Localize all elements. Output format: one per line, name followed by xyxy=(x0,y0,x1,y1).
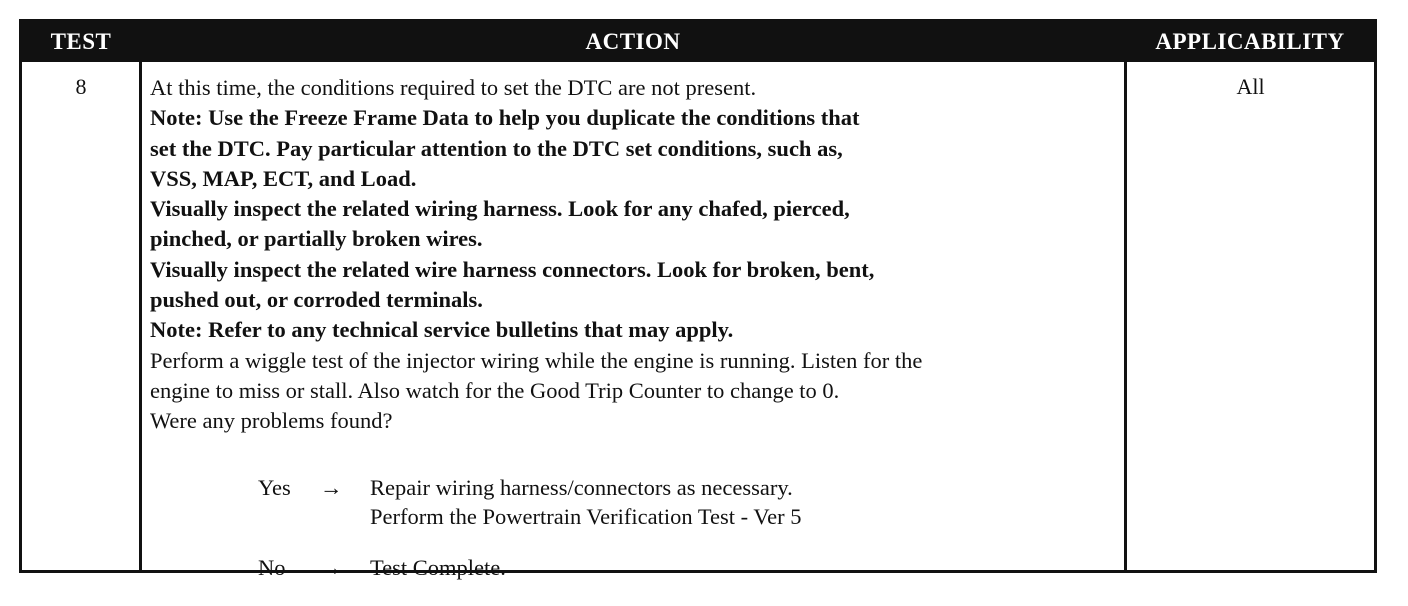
action-line: Perform a wiggle test of the injector wiring while the engine is running. Listen for the xyxy=(150,347,923,373)
action-line: At this time, the conditions required to set the DTC are not present. xyxy=(150,75,757,100)
action-line-bold: Note: Use the Freeze Frame Data to help you duplicate the conditions that xyxy=(150,105,860,131)
no-action: Test Complete. xyxy=(370,555,506,580)
header-action: ACTION xyxy=(585,29,681,54)
action-line-bold: Visually inspect the related wiring harness. Look for any chafed, pierced, xyxy=(150,196,850,222)
header-test: TEST xyxy=(50,29,112,54)
action-line-bold: pinched, or partially broken wires. xyxy=(150,226,483,252)
arrow-right-icon: → xyxy=(320,555,343,580)
column-divider xyxy=(1124,62,1127,570)
header-applicability: APPLICABILITY xyxy=(1155,29,1345,54)
table-header xyxy=(22,22,1374,62)
yes-label: Yes xyxy=(258,475,291,500)
action-line-bold: Visually inspect the related wire harness connectors. Look for broken, bent, xyxy=(150,256,875,282)
action-line-bold: set the DTC. Pay particular attention to the DTC set conditions, such as, xyxy=(150,135,843,161)
no-label: No xyxy=(258,555,286,580)
action-cell xyxy=(150,73,1122,580)
yes-action: Perform the Powertrain Verification Test - Ver 5 xyxy=(370,504,802,529)
arrow-right-icon: → xyxy=(320,475,343,500)
action-line-bold: pushed out, or corroded terminals. xyxy=(150,287,483,313)
action-line: Were any problems found? xyxy=(150,408,393,434)
action-line: engine to miss or stall. Also watch for the Good Trip Counter to change to 0. xyxy=(150,377,840,403)
diagnostic-table xyxy=(19,19,1377,580)
action-line-bold: Note: Refer to any technical service bulletins that may apply. xyxy=(150,317,734,343)
action-line-bold: VSS, MAP, ECT, and Load. xyxy=(150,165,417,191)
column-divider xyxy=(139,62,142,570)
applicability-value: All xyxy=(1236,74,1265,99)
test-number: 8 xyxy=(75,74,87,99)
yes-action: Repair wiring harness/connectors as necessary. xyxy=(370,475,793,500)
